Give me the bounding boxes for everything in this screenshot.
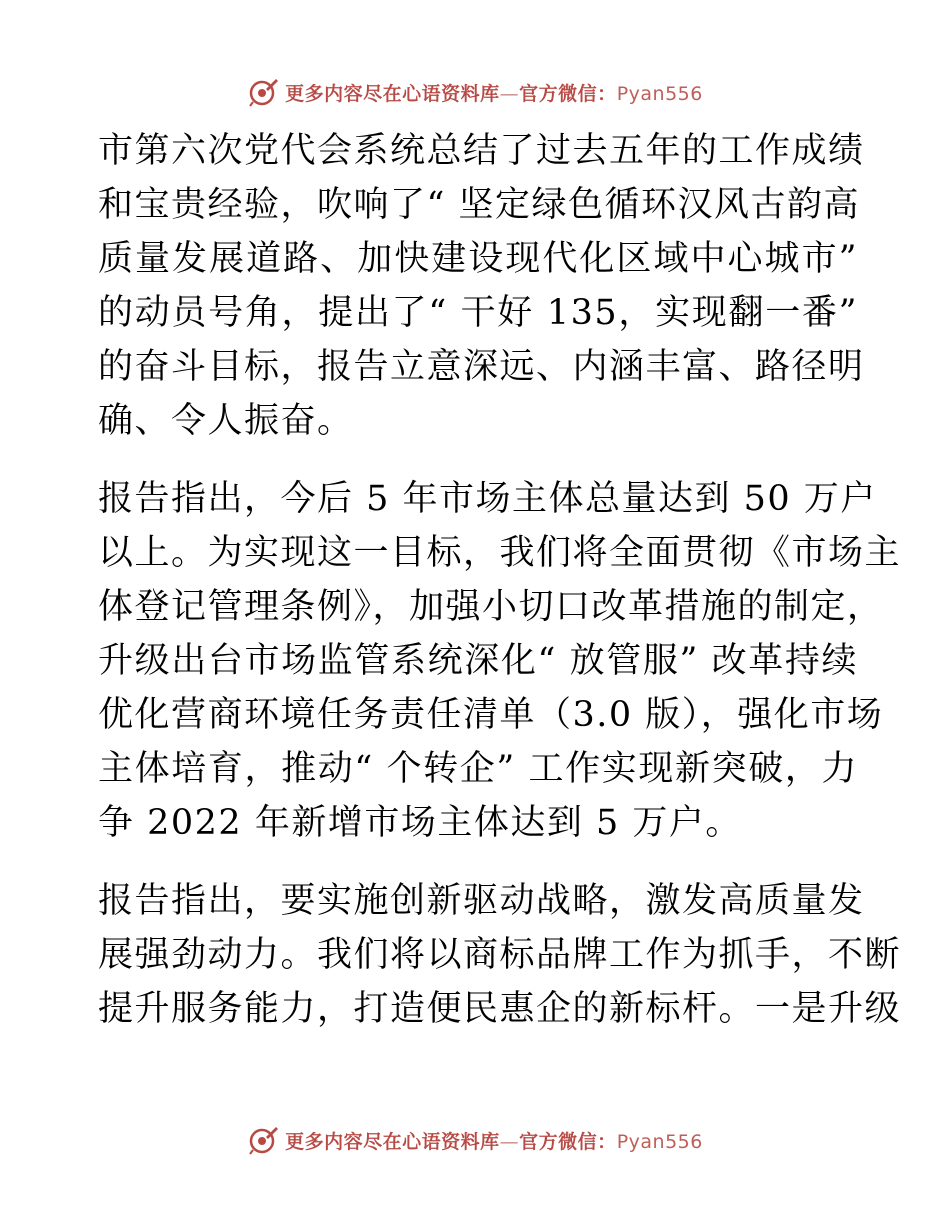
document-body <box>98 124 902 1036</box>
text-line: 升级出台市场监管系统深化“ 放管服” 改革持续 <box>98 641 858 681</box>
text-line: 和宝贵经验，吹响了“ 坚定绿色循环汉风古韵高 <box>98 185 861 225</box>
text-line: 主体培育，推动“ 个转企” 工作实现新突破，力 <box>98 749 858 789</box>
text-line: 的奋斗目标，报告立意深远、内涵丰富、路径明 <box>98 347 865 387</box>
watermark-text: 更多内容尽在心语资料库 <box>285 82 500 105</box>
text-line: 优化营商环境任务责任清单（3.0 版），强化市场 <box>98 695 884 735</box>
text-line: 报告指出，今后 5 年市场主体总量达到 50 万户 <box>98 479 877 519</box>
paragraph-1 <box>98 124 865 448</box>
text-line: 体登记管理条例》，加强小切口改革措施的制定， <box>98 587 884 627</box>
paragraph-3 <box>98 874 902 1036</box>
text-line: 报告指出，要实施创新驱动战略，激发高质量发 <box>98 881 865 921</box>
text-line: 提升服务能力，打造便民惠企的新标杆。一是升级 <box>98 989 902 1029</box>
watermark-wechat-id: Pyan556 <box>616 1130 703 1153</box>
paragraph-2 <box>98 472 902 850</box>
text-line: 以上。为实现这一目标，我们将全面贯彻《市场主 <box>98 533 902 573</box>
brush-logo-icon <box>247 76 279 108</box>
watermark-label: 官方微信： <box>519 1130 617 1153</box>
watermark-label: 官方微信： <box>519 82 617 105</box>
watermark-separator: — <box>499 1130 520 1153</box>
text-line: 争 2022 年新增市场主体达到 5 万户。 <box>98 803 742 843</box>
text-line: 展强劲动力。我们将以商标品牌工作为抓手，不断 <box>98 935 902 975</box>
header-watermark <box>0 72 950 112</box>
brush-logo-icon <box>247 1124 279 1156</box>
text-line: 市第六次党代会系统总结了过去五年的工作成绩 <box>98 131 865 171</box>
watermark-wechat-id: Pyan556 <box>616 82 703 105</box>
text-line: 质量发展道路、加快建设现代化区域中心城市” <box>98 239 858 279</box>
footer-watermark <box>0 1120 950 1160</box>
text-line: 的动员号角，提出了“ 干好 135，实现翻一番” <box>98 293 858 333</box>
watermark-text: 更多内容尽在心语资料库 <box>285 1130 500 1153</box>
watermark-separator: — <box>499 82 520 105</box>
text-line: 确、令人振奋。 <box>98 401 354 441</box>
